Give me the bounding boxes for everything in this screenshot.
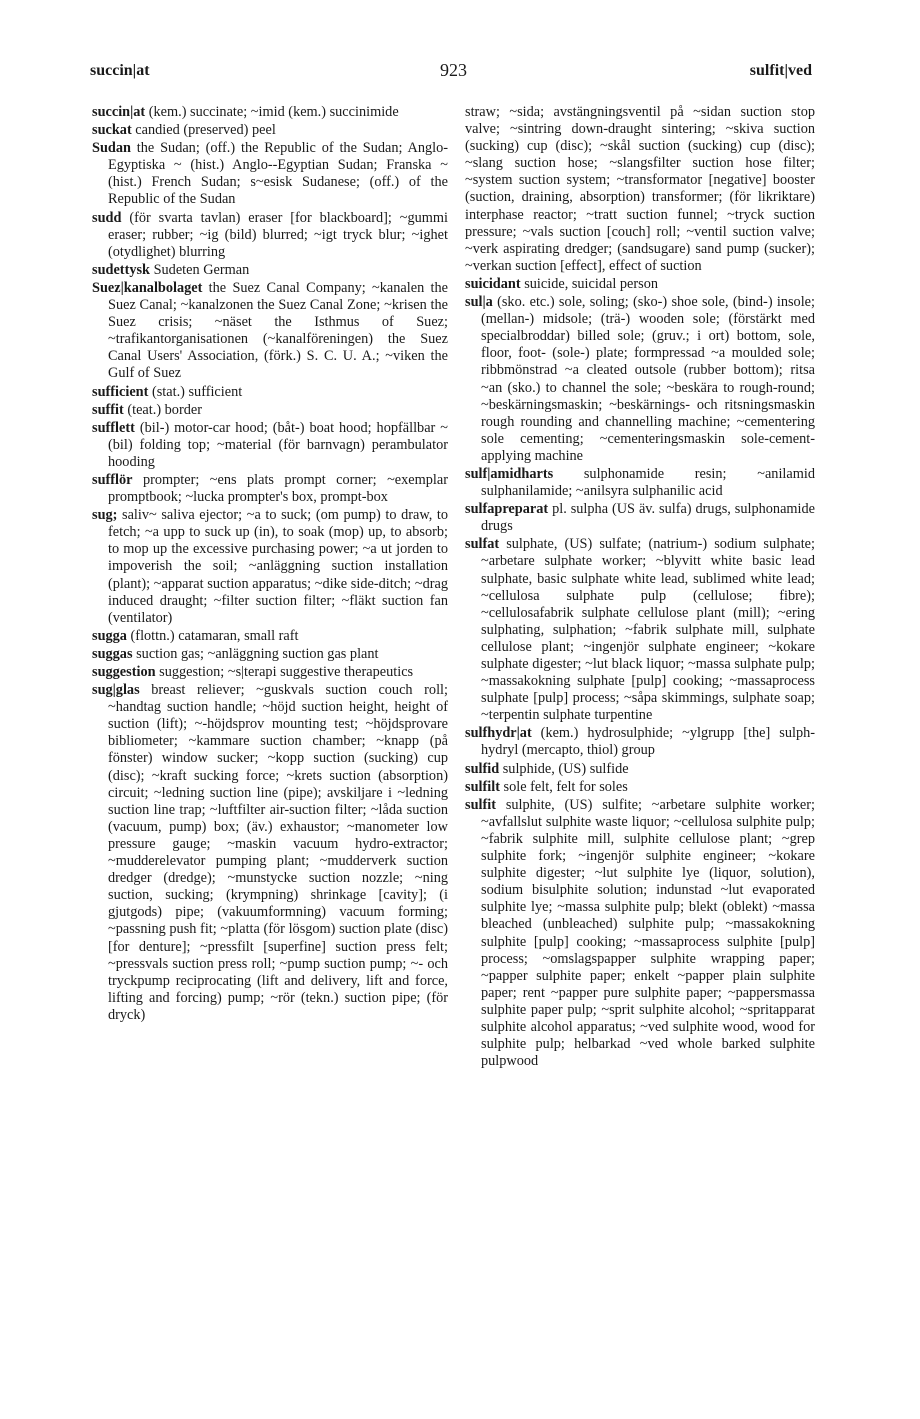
- entry-text: (teat.) border: [123, 401, 202, 418]
- dictionary-entry: [465, 779, 815, 796]
- dictionary-entry: [92, 402, 448, 419]
- dictionary-entry: [92, 122, 448, 139]
- dictionary-entry: [465, 536, 815, 724]
- right-column: [465, 104, 815, 1071]
- entry-headword: sulfapreparat: [465, 501, 549, 518]
- entry-text: sole felt, felt for soles: [499, 778, 628, 795]
- dictionary-entry-continued: [465, 104, 815, 275]
- dictionary-entry: [465, 761, 815, 778]
- entry-headword: sufflör: [92, 471, 133, 488]
- entry-headword: sugga: [92, 627, 127, 644]
- entry-headword: Suez|kanalbolaget: [92, 279, 203, 296]
- dictionary-entry: [92, 210, 448, 261]
- entry-headword: sulfit: [465, 796, 496, 813]
- entry-text: sulphite, (US) sulfite; ~arbetare sulphite worker; ~avfallslut sulphite waste liquor; ~cellulosa sulphite pulp; ~fabrik sulphite mill, sulphite cellulose plant; ~grep sulphite fork; ~ingenjör sulphite engineer; ~kokare sulphite digester; ~lut sulphite lye (liquor, solution), sodium bisulphite solution; indunstad ~lut evaporated sulphite lye; ~massa sulphite pulp; blekt (oblekt) ~massa bleached (unbleached) sulphite pulp; ~massakokning sulphite [pulp] cooking; ~massaprocess sulphite [pulp] process; ~omslagspapper sulphite wrapping paper; ~papper sulphite paper; enkelt ~papper plain sulphite paper; rent ~papper pure sulphite paper; ~pappersmassa sulphite paper pulp; ~sprit sulphite alcohol; ~spritapparat sulphite alcohol apparatus; ~ved sulphite wood, wood for sulphite pulp; helbarkad ~ved whole barked sulphite pulpwood: [481, 796, 815, 1070]
- dictionary-entry: [465, 797, 815, 1071]
- entry-text: breast reliever; ~guskvals suction couch roll; ~handtag suction handle; ~höjd suction height, height of suction (lift); ~-höjdsprov mounting test; ~höjdsprovare bibliometer; ~kammare suction chamber; ~knapp (på fönster) window sucker; ~kopp suction (sucking) cup (disc); ~kraft sucking force; ~krets suction (absorption) circuit; ~ledning suction line (pipe); avskiljare i ~ledning suction line trap; ~luftfilter air-suction filter; ~låda suction (vacuum, pump) box; (äv.) exhaustor; ~manometer low pressure gauge; ~maskin vacuum hydro-extractor; ~mudderelevator pumping plant; ~mudderverk suction dredger (dredge); ~munstycke suction nozzle; ~ning suction, sucking; (krympning) shrinkage [cavity]; (i gjutgods) pipe; (vakuumformning) vacuum forming; ~passning push fit; ~platta (för lösgom) suction plate (disc) [for denture]; ~pressfilt [superfine] suction press felt; ~pressvals suction press roll; ~pump suction pump; ~- och tryckpump reciprocating (lift and delivery, lift and force, lifting and forcing) pump; ~rör (tekn.) suction pipe; (för dryck): [108, 682, 448, 1023]
- entry-headword: sulf|amidharts: [465, 465, 554, 482]
- dictionary-entry: [92, 472, 448, 506]
- entry-headword: succin|at: [92, 104, 146, 120]
- entry-text: suicide, suicidal person: [520, 275, 659, 292]
- entry-text: (stat.) sufficient: [148, 383, 243, 400]
- entry-headword: sul|a: [465, 294, 493, 311]
- dictionary-entry: [92, 104, 448, 121]
- dictionary-entry: [92, 384, 448, 401]
- entry-text: sulphonamide resin; ~anilamid sulphanilamide; ~anilsyra sulphanilic acid: [481, 465, 815, 500]
- entry-text: sulphide, (US) sulfide: [499, 760, 629, 777]
- page-header: [90, 60, 812, 86]
- entry-text: saliv~ saliva ejector; ~a to suck; (om pump) to draw, to fetch; ~a upp to suck up (in), to soak (mop) up, to absorb; to mop up the excessive purchasing power; ~a ut jorden to impoverish the soil; ~anläggning suction installation (plant); ~apparat suction apparatus; ~dike side-ditch; ~drag induced draught; ~filter suction filter; ~fläkt suction fan (ventilator): [108, 507, 448, 626]
- entry-text: suggestion; ~s|terapi suggestive therapeutics: [155, 664, 414, 680]
- entry-headword: suicidant: [465, 275, 521, 292]
- dictionary-entry: [92, 140, 448, 208]
- entry-headword: sulfilt: [465, 778, 500, 795]
- dictionary-entry: [92, 664, 448, 681]
- entry-text: (flottn.) catamaran, small raft: [126, 627, 299, 644]
- entry-headword: sufflett: [92, 419, 135, 436]
- entry-headword: suggas: [92, 645, 133, 662]
- entry-headword: sudettysk: [92, 261, 150, 278]
- entry-text: sulphate, (US) sulfate; (natrium-) sodium sulphate; ~arbetare sulphate worker; ~blyvitt white basic lead sulphate, basic sulphate white lead, sublimed white lead; ~cellulosa sulphate pulp (cellulose; fibre); ~cellulosafabrik sulphate cellulose plant (mill); ~ering sulphating, sulphation; ~fabrik sulphate mill, sulphate cellulose plant; ~ingenjör sulphate engineer; ~kokare sulphate digester; ~lut black liquor; ~massa sulphate pulp; ~massakokning sulphate [pulp] cooking; ~massaprocess sulphate [pulp] process; ~såpa skimmings, sulphate soap; ~terpentin sulphate turpentine: [481, 536, 815, 724]
- entry-headword: Sudan: [92, 140, 131, 157]
- entry-headword: sudd: [92, 209, 122, 226]
- entry-text: straw; ~sida; avstängningsventil på ~sidan suction stop valve; ~sintring down-draught sintering; ~skiva suction (sucking) cup (disc); ~skål suction (sucking) cup (disc); ~slang suction hose; ~slangsfilter suction hose filter; ~system suction system; ~transformator [negative] booster (suction, draining, absorption) transformer; (för likriktare) interphase reactor; ~tratt suction funnel; ~tryck suction pressure; ~vals suction [couch] roll; ~ventil suction valve; ~verk aspirating dredger; (sandsugare) sand pump (sucker); ~verkan suction [effect], effect of suction: [465, 104, 815, 274]
- right-guide-word: sulfit|ved: [749, 62, 812, 79]
- entry-text: prompter; ~ens plats prompt corner; ~exemplar promptbook; ~lucka prompter's box, prompt-box: [108, 471, 448, 506]
- left-column: [92, 104, 448, 1025]
- entry-text: Sudeten German: [150, 261, 250, 278]
- dictionary-entry: [465, 466, 815, 500]
- dictionary-entry: [92, 420, 448, 471]
- dictionary-entry: [465, 725, 815, 759]
- entry-headword: suckat: [92, 122, 132, 139]
- entry-text: the Sudan; (off.) the Republic of the Sudan; Anglo-Egyptiska ~ (hist.) Anglo--Egyptian Sudan; Franska ~ (hist.) French Sudan; s~esisk Sudanese; (off.) of the Republic of the Sudan: [108, 140, 448, 208]
- entry-text: suction gas; ~anläggning suction gas plant: [132, 645, 379, 662]
- entry-text: candied (preserved) peel: [131, 122, 276, 139]
- entry-headword: sulfid: [465, 760, 500, 777]
- entry-headword: sulfhydr|at: [465, 725, 532, 742]
- entry-text: (kem.) succinate; ~imid (kem.) succinimide: [145, 104, 399, 120]
- dictionary-entry: [92, 682, 448, 1024]
- entry-headword: suggestion: [92, 664, 156, 680]
- entry-text: (för svarta tavlan) eraser [for blackboard]; ~gummi eraser; rubber; ~ig (bild) blurred; ~igt tryck blur; ~ighet (otydlighet) blurring: [108, 209, 448, 260]
- dictionary-entry: [92, 280, 448, 383]
- left-guide-word: succin|at: [90, 62, 150, 79]
- entry-text: (kem.) hydrosulphide; ~ylgrupp [the] sulph-hydryl (mercapto, thiol) group: [481, 725, 815, 759]
- entry-text: (sko. etc.) sole, soling; (sko-) shoe sole, (bind-) insole; (mellan-) midsole; (trä-) wooden sole; (förstärkt med specialbroddar) billed sole; (gruv.; i ort) bottom, sole, floor, foot- (sole-) plate; formpressad ~a moulded sole; ribbmönstrad ~a cleated outsole (rubber bottom); ritsa ~an (sko.) to channel the sole; ~beskära to rough-round; ~beskärningsmaskin; ~beskärnings- och ritsningsmaskin rough rounding and channelling machine; ~cementering sole cementing; ~cementeringsmaskin sole-cement-applying machine: [481, 294, 815, 464]
- entry-headword: suffit: [92, 401, 124, 418]
- dictionary-entry: [92, 628, 448, 645]
- dictionary-entry: [465, 294, 815, 465]
- dictionary-entry: [465, 276, 815, 293]
- dictionary-entry: [92, 646, 448, 663]
- entry-headword: sug;: [92, 507, 118, 524]
- entry-headword: sug|glas: [92, 682, 140, 699]
- page-number: 923: [440, 60, 467, 80]
- entry-headword: sufficient: [92, 383, 149, 400]
- entry-headword: sulfat: [465, 536, 500, 553]
- dictionary-entry: [92, 507, 448, 627]
- entry-text: the Suez Canal Company; ~kanalen the Suez Canal; ~kanalzonen the Suez Canal Zone; ~krisen the Suez crisis; ~näset the Isthmus of Suez; ~trafikantorganisationen (~kanalföreningen) the Suez Canal Users' Association, (förk.) S. C. U. A.; ~viken the Gulf of Suez: [108, 279, 448, 382]
- dictionary-entry: [465, 501, 815, 535]
- entry-text: pl. sulpha (US äv. sulfa) drugs, sulphonamide drugs: [481, 501, 815, 535]
- dictionary-entry: [92, 262, 448, 279]
- entry-text: (bil-) motor-car hood; (båt-) boat hood; hopfällbar ~ (bil) folding top; ~material (för barnvagn) perambulator hooding: [108, 419, 448, 470]
